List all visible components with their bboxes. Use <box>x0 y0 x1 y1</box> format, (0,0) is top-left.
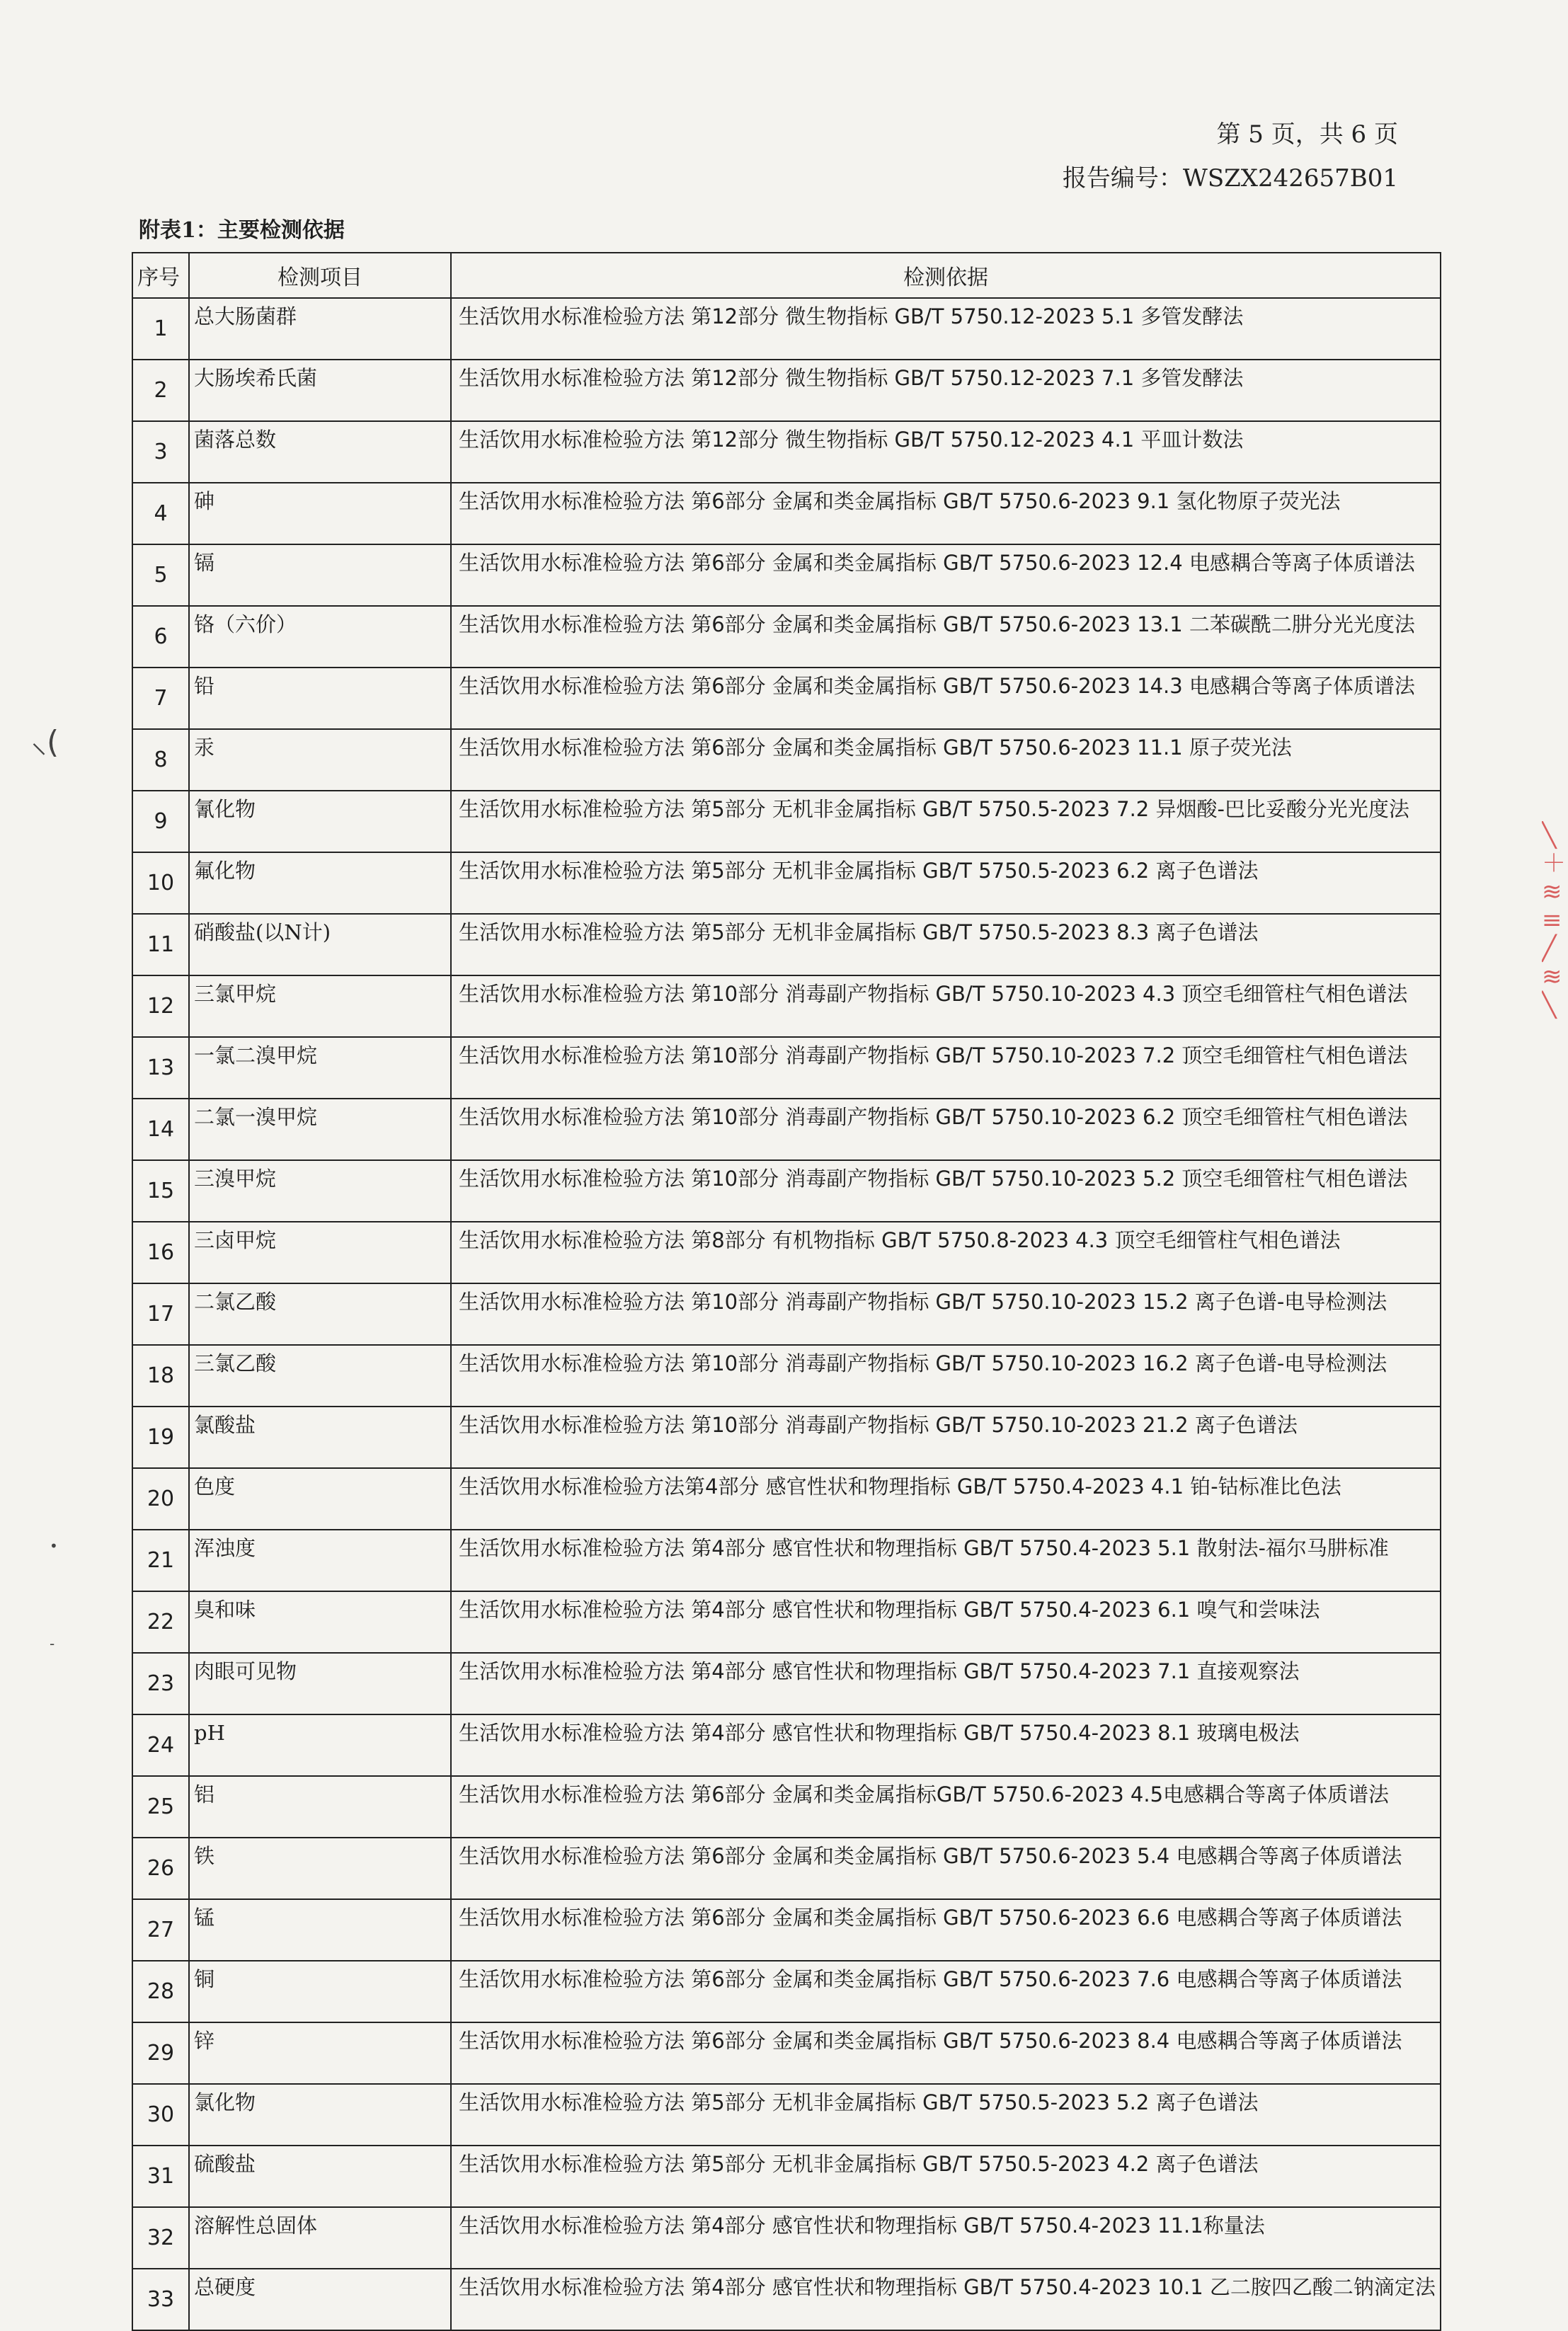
serial-number-cell: 2 <box>132 360 189 421</box>
test-item-cell: 氟化物 <box>189 852 451 914</box>
table-row <box>132 2084 1441 2146</box>
serial-number-cell: 16 <box>132 1222 189 1283</box>
serial-number-cell: 27 <box>132 1899 189 1961</box>
table-body <box>132 298 1441 2330</box>
serial-number-cell: 1 <box>132 298 189 360</box>
test-item-cell: 硝酸盐(以N计) <box>189 914 451 975</box>
table-row <box>132 1283 1441 1345</box>
scan-mark: - <box>50 1635 55 1652</box>
test-basis-cell: 生活饮用水标准检验方法第4部分 感官性状和物理指标 GB/T 5750.4-2023 4.1 铂-钴标准比色法 <box>451 1468 1441 1530</box>
serial-number-cell: 31 <box>132 2146 189 2207</box>
table-row <box>132 2022 1441 2084</box>
serial-number-cell: 25 <box>132 1776 189 1838</box>
table-row <box>132 1714 1441 1776</box>
test-basis-cell: 生活饮用水标准检验方法 第10部分 消毒副产物指标 GB/T 5750.10-2023 4.3 顶空毛细管柱气相色谱法 <box>451 975 1441 1037</box>
table-row <box>132 852 1441 914</box>
table-row <box>132 2207 1441 2269</box>
test-item-cell: 浑浊度 <box>189 1530 451 1591</box>
serial-number-cell: 26 <box>132 1838 189 1899</box>
test-basis-cell: 生活饮用水标准检验方法 第4部分 感官性状和物理指标 GB/T 5750.4-2023 8.1 玻璃电极法 <box>451 1714 1441 1776</box>
test-basis-cell: 生活饮用水标准检验方法 第6部分 金属和类金属指标 GB/T 5750.6-2023 11.1 原子荧光法 <box>451 729 1441 791</box>
test-basis-cell: 生活饮用水标准检验方法 第5部分 无机非金属指标 GB/T 5750.5-2023 6.2 离子色谱法 <box>451 852 1441 914</box>
test-item-cell: 二氯一溴甲烷 <box>189 1099 451 1160</box>
table-row <box>132 2269 1441 2330</box>
table-row <box>132 1468 1441 1530</box>
test-item-cell: 镉 <box>189 544 451 606</box>
table-row <box>132 1776 1441 1838</box>
test-basis-cell: 生活饮用水标准检验方法 第4部分 感官性状和物理指标 GB/T 5750.4-2023 6.1 嗅气和尝味法 <box>451 1591 1441 1653</box>
test-basis-cell: 生活饮用水标准检验方法 第10部分 消毒副产物指标 GB/T 5750.10-2023 15.2 离子色谱-电导检测法 <box>451 1283 1441 1345</box>
table-row <box>132 1222 1441 1283</box>
test-basis-cell: 生活饮用水标准检验方法 第4部分 感官性状和物理指标 GB/T 5750.4-2023 5.1 散射法-福尔马肼标准 <box>451 1530 1441 1591</box>
test-basis-cell: 生活饮用水标准检验方法 第10部分 消毒副产物指标 GB/T 5750.10-2023 21.2 离子色谱法 <box>451 1407 1441 1468</box>
test-basis-cell: 生活饮用水标准检验方法 第10部分 消毒副产物指标 GB/T 5750.10-2023 7.2 顶空毛细管柱气相色谱法 <box>451 1037 1441 1099</box>
table-row <box>132 914 1441 975</box>
test-basis-cell: 生活饮用水标准检验方法 第6部分 金属和类金属指标 GB/T 5750.6-2023 8.4 电感耦合等离子体质谱法 <box>451 2022 1441 2084</box>
test-item-cell: 总大肠菌群 <box>189 298 451 360</box>
serial-number-cell: 5 <box>132 544 189 606</box>
test-basis-cell: 生活饮用水标准检验方法 第12部分 微生物指标 GB/T 5750.12-2023 4.1 平皿计数法 <box>451 421 1441 483</box>
test-item-cell: 氯酸盐 <box>189 1407 451 1468</box>
test-item-cell: 三卤甲烷 <box>189 1222 451 1283</box>
table-row <box>132 1653 1441 1714</box>
serial-number-cell: 7 <box>132 668 189 729</box>
test-basis-cell: 生活饮用水标准检验方法 第5部分 无机非金属指标 GB/T 5750.5-2023 8.3 离子色谱法 <box>451 914 1441 975</box>
test-item-cell: 肉眼可见物 <box>189 1653 451 1714</box>
table-row <box>132 1530 1441 1591</box>
table-row <box>132 1345 1441 1407</box>
test-item-cell: 三溴甲烷 <box>189 1160 451 1222</box>
test-item-cell: 三氯甲烷 <box>189 975 451 1037</box>
table-row <box>132 360 1441 421</box>
test-item-cell: 锌 <box>189 2022 451 2084</box>
red-seal-stamp: ╲ ＋ ≋ ≡ ╱ ≋ ╲ <box>1542 821 1566 1019</box>
table-row <box>132 975 1441 1037</box>
test-basis-cell: 生活饮用水标准检验方法 第6部分 金属和类金属指标 GB/T 5750.6-2023 12.4 电感耦合等离子体质谱法 <box>451 544 1441 606</box>
table-row <box>132 729 1441 791</box>
test-basis-cell: 生活饮用水标准检验方法 第6部分 金属和类金属指标 GB/T 5750.6-2023 7.6 电感耦合等离子体质谱法 <box>451 1961 1441 2022</box>
table-caption: 附表1：主要检测依据 <box>139 218 345 243</box>
table-row <box>132 1899 1441 1961</box>
serial-number-cell: 6 <box>132 606 189 668</box>
test-item-cell: 菌落总数 <box>189 421 451 483</box>
test-item-cell: 总硬度 <box>189 2269 451 2330</box>
table-row <box>132 1160 1441 1222</box>
test-basis-cell: 生活饮用水标准检验方法 第6部分 金属和类金属指标GB/T 5750.6-2023 4.5电感耦合等离子体质谱法 <box>451 1776 1441 1838</box>
test-basis-cell: 生活饮用水标准检验方法 第10部分 消毒副产物指标 GB/T 5750.10-2023 16.2 离子色谱-电导检测法 <box>451 1345 1441 1407</box>
serial-number-cell: 24 <box>132 1714 189 1776</box>
table-row <box>132 1037 1441 1099</box>
table-row <box>132 606 1441 668</box>
test-item-cell: 氯化物 <box>189 2084 451 2146</box>
serial-number-cell: 13 <box>132 1037 189 1099</box>
table-row <box>132 668 1441 729</box>
table-row <box>132 1099 1441 1160</box>
test-item-cell: 砷 <box>189 483 451 544</box>
test-item-cell: 一氯二溴甲烷 <box>189 1037 451 1099</box>
test-basis-cell: 生活饮用水标准检验方法 第5部分 无机非金属指标 GB/T 5750.5-2023 7.2 异烟酸-巴比妥酸分光光度法 <box>451 791 1441 852</box>
scan-mark: ⸜( <box>31 724 59 760</box>
serial-number-cell: 10 <box>132 852 189 914</box>
test-basis-cell: 生活饮用水标准检验方法 第12部分 微生物指标 GB/T 5750.12-2023 7.1 多管发酵法 <box>451 360 1441 421</box>
test-basis-cell: 生活饮用水标准检验方法 第10部分 消毒副产物指标 GB/T 5750.10-2023 5.2 顶空毛细管柱气相色谱法 <box>451 1160 1441 1222</box>
test-item-cell: 氰化物 <box>189 791 451 852</box>
test-basis-cell: 生活饮用水标准检验方法 第4部分 感官性状和物理指标 GB/T 5750.4-2023 11.1称量法 <box>451 2207 1441 2269</box>
table-row <box>132 421 1441 483</box>
serial-number-cell: 22 <box>132 1591 189 1653</box>
table-row <box>132 544 1441 606</box>
test-basis-cell: 生活饮用水标准检验方法 第6部分 金属和类金属指标 GB/T 5750.6-2023 13.1 二苯碳酰二肼分光光度法 <box>451 606 1441 668</box>
test-item-cell: 铅 <box>189 668 451 729</box>
test-item-cell: 二氯乙酸 <box>189 1283 451 1345</box>
serial-number-cell: 30 <box>132 2084 189 2146</box>
test-basis-cell: 生活饮用水标准检验方法 第5部分 无机非金属指标 GB/T 5750.5-2023 4.2 离子色谱法 <box>451 2146 1441 2207</box>
testing-basis-table <box>132 252 1441 2331</box>
serial-number-cell: 28 <box>132 1961 189 2022</box>
report-number: 报告编号：WSZX242657B01 <box>1062 164 1398 193</box>
test-basis-cell: 生活饮用水标准检验方法 第4部分 感官性状和物理指标 GB/T 5750.4-2023 10.1 乙二胺四乙酸二钠滴定法 <box>451 2269 1441 2330</box>
test-basis-cell: 生活饮用水标准检验方法 第10部分 消毒副产物指标 GB/T 5750.10-2023 6.2 顶空毛细管柱气相色谱法 <box>451 1099 1441 1160</box>
table-row <box>132 1591 1441 1653</box>
test-item-cell: 铬（六价） <box>189 606 451 668</box>
table-row <box>132 1961 1441 2022</box>
serial-number-cell: 18 <box>132 1345 189 1407</box>
test-item-cell: 大肠埃希氏菌 <box>189 360 451 421</box>
page-number: 第 5 页，共 6 页 <box>1216 120 1398 149</box>
scan-mark: • <box>50 1537 58 1554</box>
test-item-cell: 锰 <box>189 1899 451 1961</box>
test-basis-cell: 生活饮用水标准检验方法 第5部分 无机非金属指标 GB/T 5750.5-2023 5.2 离子色谱法 <box>451 2084 1441 2146</box>
test-basis-cell: 生活饮用水标准检验方法 第6部分 金属和类金属指标 GB/T 5750.6-2023 6.6 电感耦合等离子体质谱法 <box>451 1899 1441 1961</box>
test-basis-cell: 生活饮用水标准检验方法 第6部分 金属和类金属指标 GB/T 5750.6-2023 9.1 氢化物原子荧光法 <box>451 483 1441 544</box>
test-basis-cell: 生活饮用水标准检验方法 第8部分 有机物指标 GB/T 5750.8-2023 4.3 顶空毛细管柱气相色谱法 <box>451 1222 1441 1283</box>
test-item-cell: 汞 <box>189 729 451 791</box>
header-test-item: 检测项目 <box>189 253 451 298</box>
test-item-cell: 铜 <box>189 1961 451 2022</box>
test-basis-cell: 生活饮用水标准检验方法 第4部分 感官性状和物理指标 GB/T 5750.4-2023 7.1 直接观察法 <box>451 1653 1441 1714</box>
serial-number-cell: 14 <box>132 1099 189 1160</box>
serial-number-cell: 12 <box>132 975 189 1037</box>
serial-number-cell: 19 <box>132 1407 189 1468</box>
serial-number-cell: 32 <box>132 2207 189 2269</box>
serial-number-cell: 4 <box>132 483 189 544</box>
serial-number-cell: 8 <box>132 729 189 791</box>
serial-number-cell: 29 <box>132 2022 189 2084</box>
test-item-cell: 硫酸盐 <box>189 2146 451 2207</box>
serial-number-cell: 33 <box>132 2269 189 2330</box>
test-item-cell: 臭和味 <box>189 1591 451 1653</box>
test-basis-cell: 生活饮用水标准检验方法 第6部分 金属和类金属指标 GB/T 5750.6-2023 14.3 电感耦合等离子体质谱法 <box>451 668 1441 729</box>
serial-number-cell: 17 <box>132 1283 189 1345</box>
serial-number-cell: 15 <box>132 1160 189 1222</box>
table-row <box>132 2146 1441 2207</box>
header-serial-number: 序号 <box>132 253 189 298</box>
serial-number-cell: 21 <box>132 1530 189 1591</box>
header-test-basis: 检测依据 <box>451 253 1441 298</box>
test-basis-cell: 生活饮用水标准检验方法 第6部分 金属和类金属指标 GB/T 5750.6-2023 5.4 电感耦合等离子体质谱法 <box>451 1838 1441 1899</box>
test-item-cell: 铝 <box>189 1776 451 1838</box>
test-item-cell: 色度 <box>189 1468 451 1530</box>
serial-number-cell: 3 <box>132 421 189 483</box>
table-row <box>132 1407 1441 1468</box>
table-row <box>132 1838 1441 1899</box>
serial-number-cell: 11 <box>132 914 189 975</box>
test-item-cell: 铁 <box>189 1838 451 1899</box>
test-item-cell: 溶解性总固体 <box>189 2207 451 2269</box>
table-header-row <box>132 253 1441 298</box>
table-row <box>132 791 1441 852</box>
serial-number-cell: 23 <box>132 1653 189 1714</box>
test-basis-cell: 生活饮用水标准检验方法 第12部分 微生物指标 GB/T 5750.12-2023 5.1 多管发酵法 <box>451 298 1441 360</box>
test-item-cell: 三氯乙酸 <box>189 1345 451 1407</box>
serial-number-cell: 20 <box>132 1468 189 1530</box>
table-row <box>132 298 1441 360</box>
table-row <box>132 483 1441 544</box>
serial-number-cell: 9 <box>132 791 189 852</box>
test-item-cell: pH <box>189 1714 451 1776</box>
